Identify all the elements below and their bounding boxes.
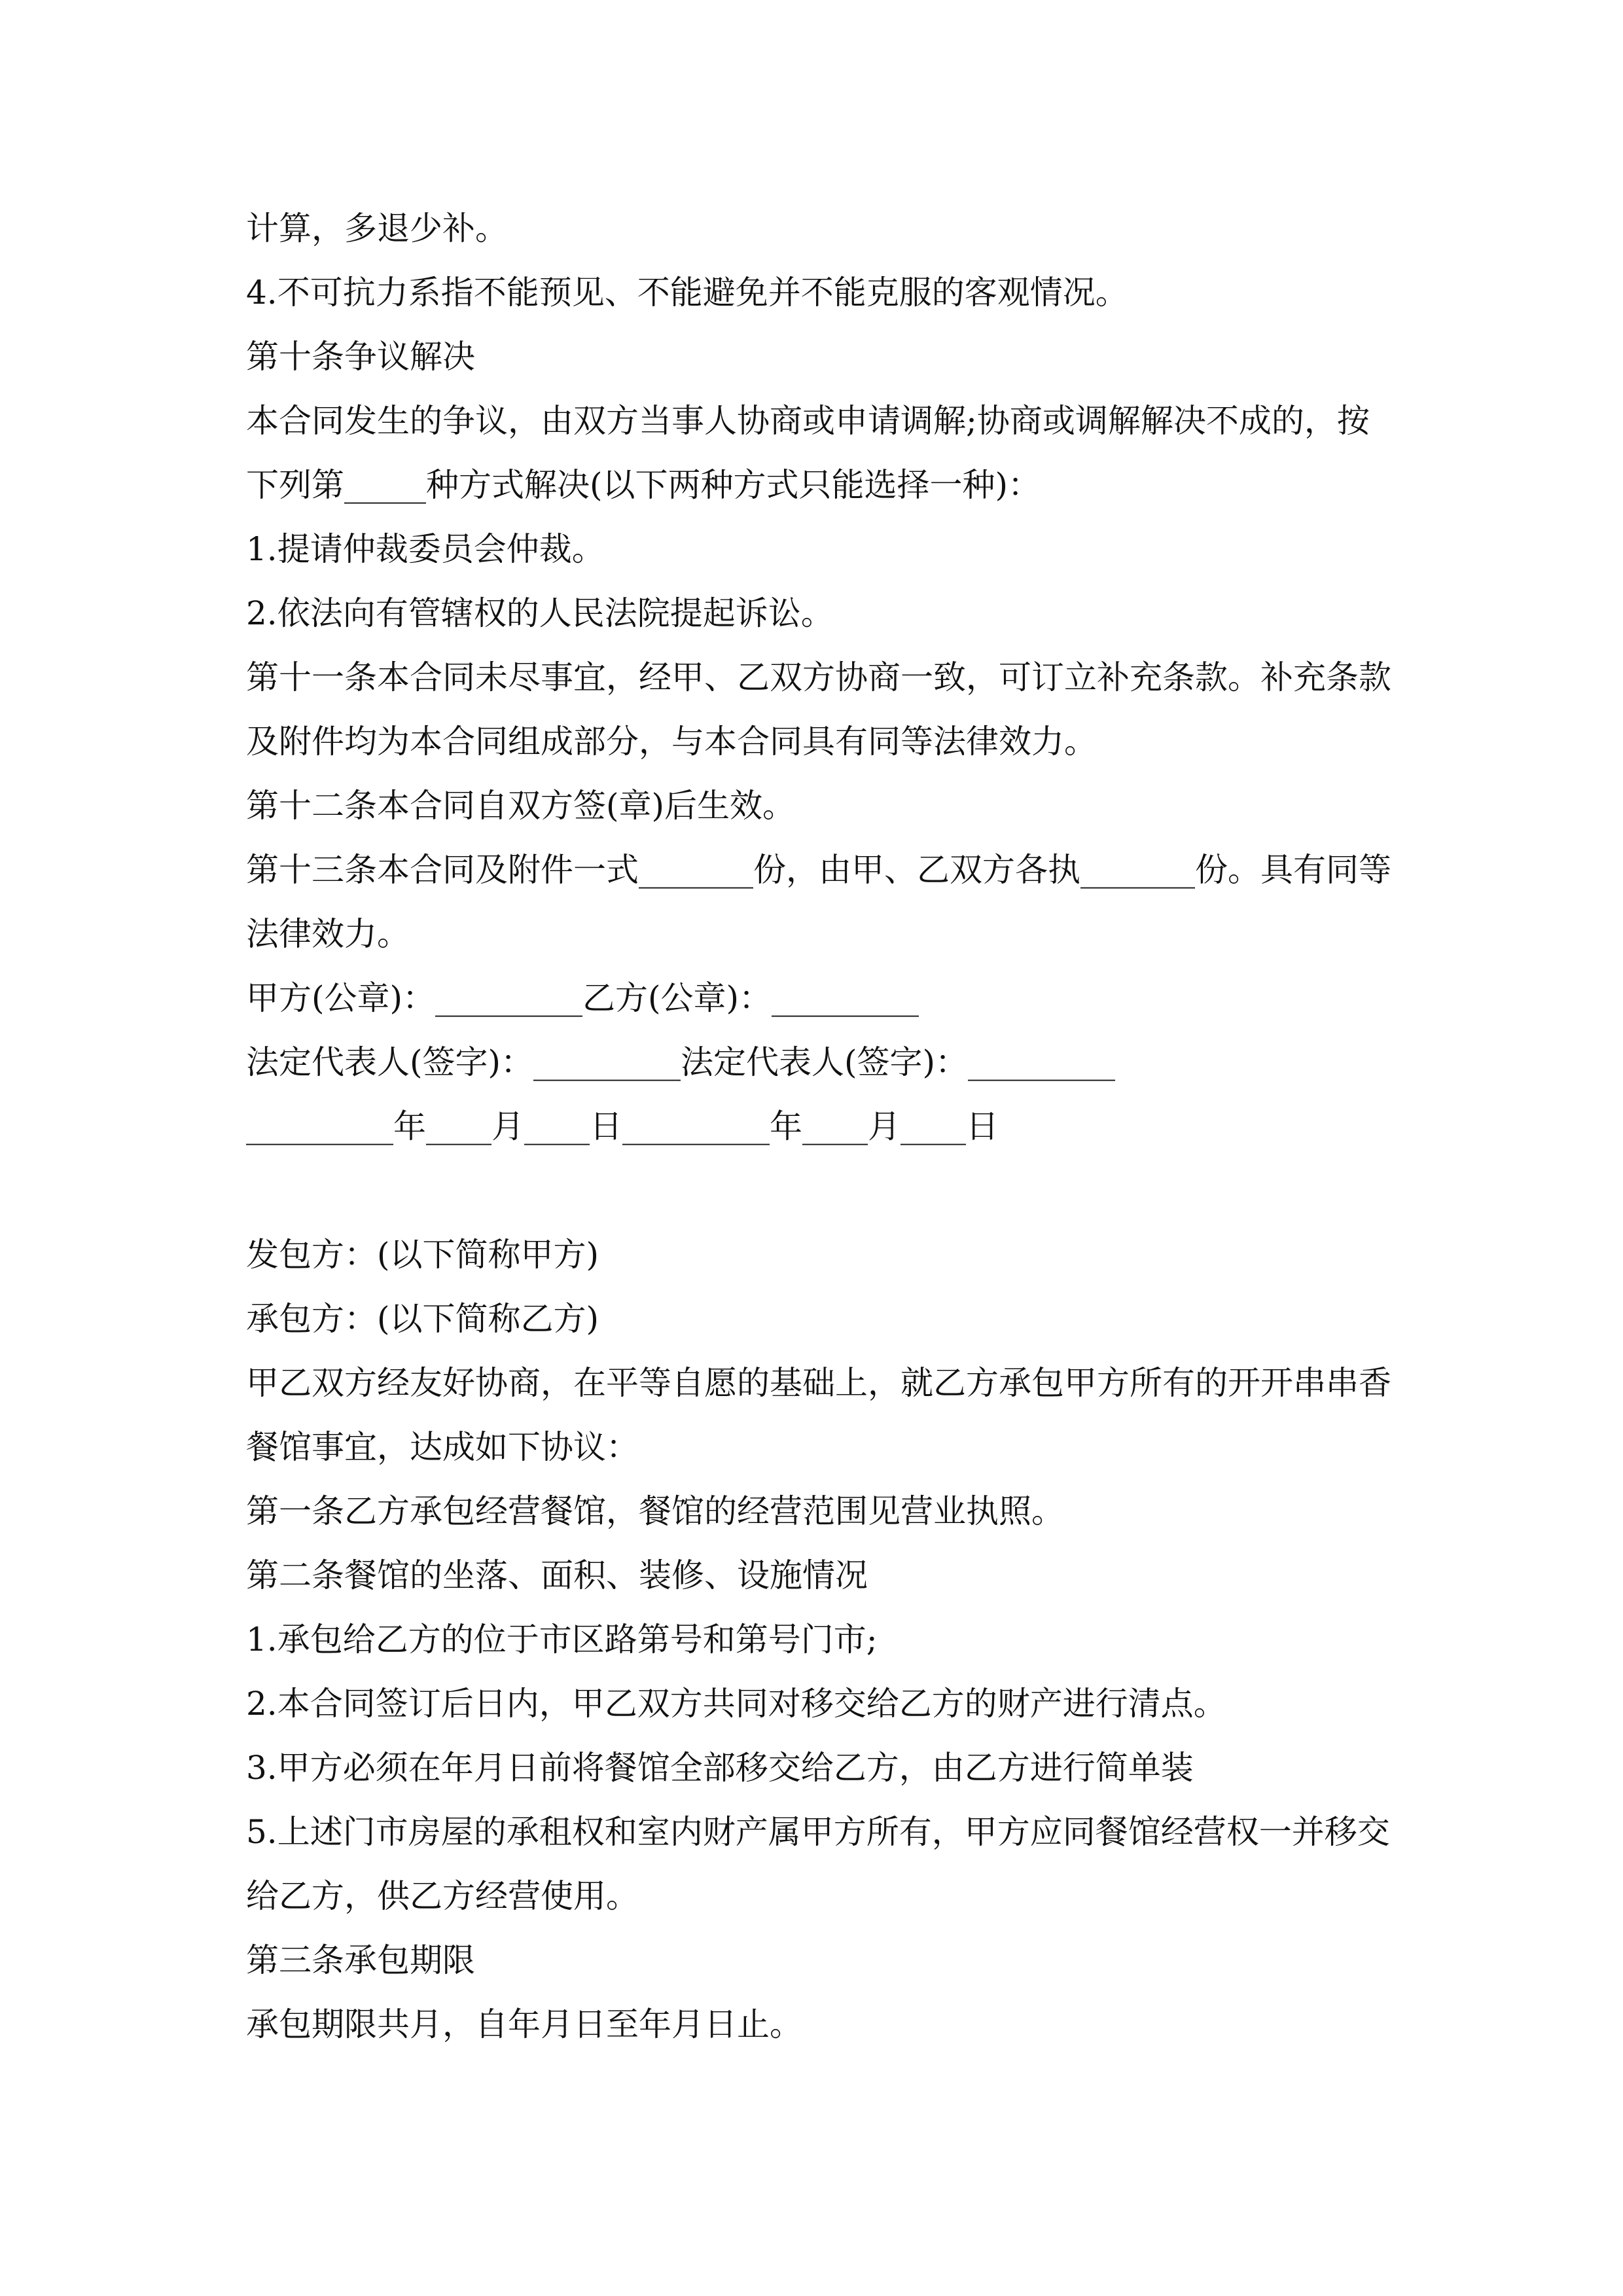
signature-line-representative: 法定代表人(签字)：_________法定代表人(签字)：_________ xyxy=(246,1043,1116,1081)
text-line: 5.上述门市房屋的承租权和室内财产属甲方所有，甲方应同餐馆经营权一并移交 xyxy=(246,1813,1390,1851)
text-line: 3.甲方必须在年月日前将餐馆全部移交给乙方，由乙方进行简单装 xyxy=(246,1749,1194,1787)
text-line: 第一条乙方承包经营餐馆，餐馆的经营范围见营业执照。 xyxy=(246,1492,1064,1530)
text-line: 1.提请仲裁委员会仲裁。 xyxy=(246,530,605,568)
text-line: 第十二条本合同自双方签(章)后生效。 xyxy=(246,787,796,825)
text-line: 下列第_____种方式解决(以下两种方式只能选择一种)： xyxy=(246,466,1041,504)
text-line: 及附件均为本合同组成部分，与本合同具有同等法律效力。 xyxy=(246,723,1097,761)
text-line: 给乙方，供乙方经营使用。 xyxy=(246,1877,639,1915)
party-a-line: 发包方：(以下简称甲方) xyxy=(246,1236,599,1274)
text-line: 承包期限共月，自年月日至年月日止。 xyxy=(246,2005,802,2043)
text-line: 计算，多退少补。 xyxy=(246,209,508,247)
section-heading: 第三条承包期限 xyxy=(246,1941,475,1979)
text-line: 4.不可抗力系指不能预见、不能避免并不能克服的客观情况。 xyxy=(246,274,1128,312)
text-line: 第十一条本合同未尽事宜，经甲、乙双方协商一致，可订立补充条款。补充条款 xyxy=(246,658,1391,696)
section-heading: 第二条餐馆的坐落、面积、装修、设施情况 xyxy=(246,1556,868,1594)
text-line: 本合同发生的争议，由双方当事人协商或申请调解;协商或调解解决不成的，按 xyxy=(246,402,1370,440)
party-b-line: 承包方：(以下简称乙方) xyxy=(246,1300,599,1338)
text-line: 1.承包给乙方的位于市区路第号和第号门市; xyxy=(246,1621,878,1659)
text-line: 第十三条本合同及附件一式_______份，由甲、乙双方各执_______份。具有同等 xyxy=(246,851,1391,889)
section-heading: 第十条争议解决 xyxy=(246,338,475,376)
text-line: 餐馆事宜，达成如下协议： xyxy=(246,1428,639,1466)
blank-line xyxy=(246,1158,1385,1223)
text-line: 2.依法向有管辖权的人民法院提起诉讼。 xyxy=(246,594,834,632)
signature-line-seal: 甲方(公章)：_________乙方(公章)：_________ xyxy=(246,979,919,1017)
signature-line-date: _________年____月____日_________年____月____日 xyxy=(246,1107,999,1145)
document-body xyxy=(246,196,1391,2056)
text-line: 甲乙双方经友好协商，在平等自愿的基础上，就乙方承包甲方所有的开开串串香 xyxy=(246,1364,1391,1402)
text-line: 2.本合同签订后日内，甲乙双方共同对移交给乙方的财产进行清点。 xyxy=(246,1685,1226,1723)
text-line: 法律效力。 xyxy=(246,915,410,953)
